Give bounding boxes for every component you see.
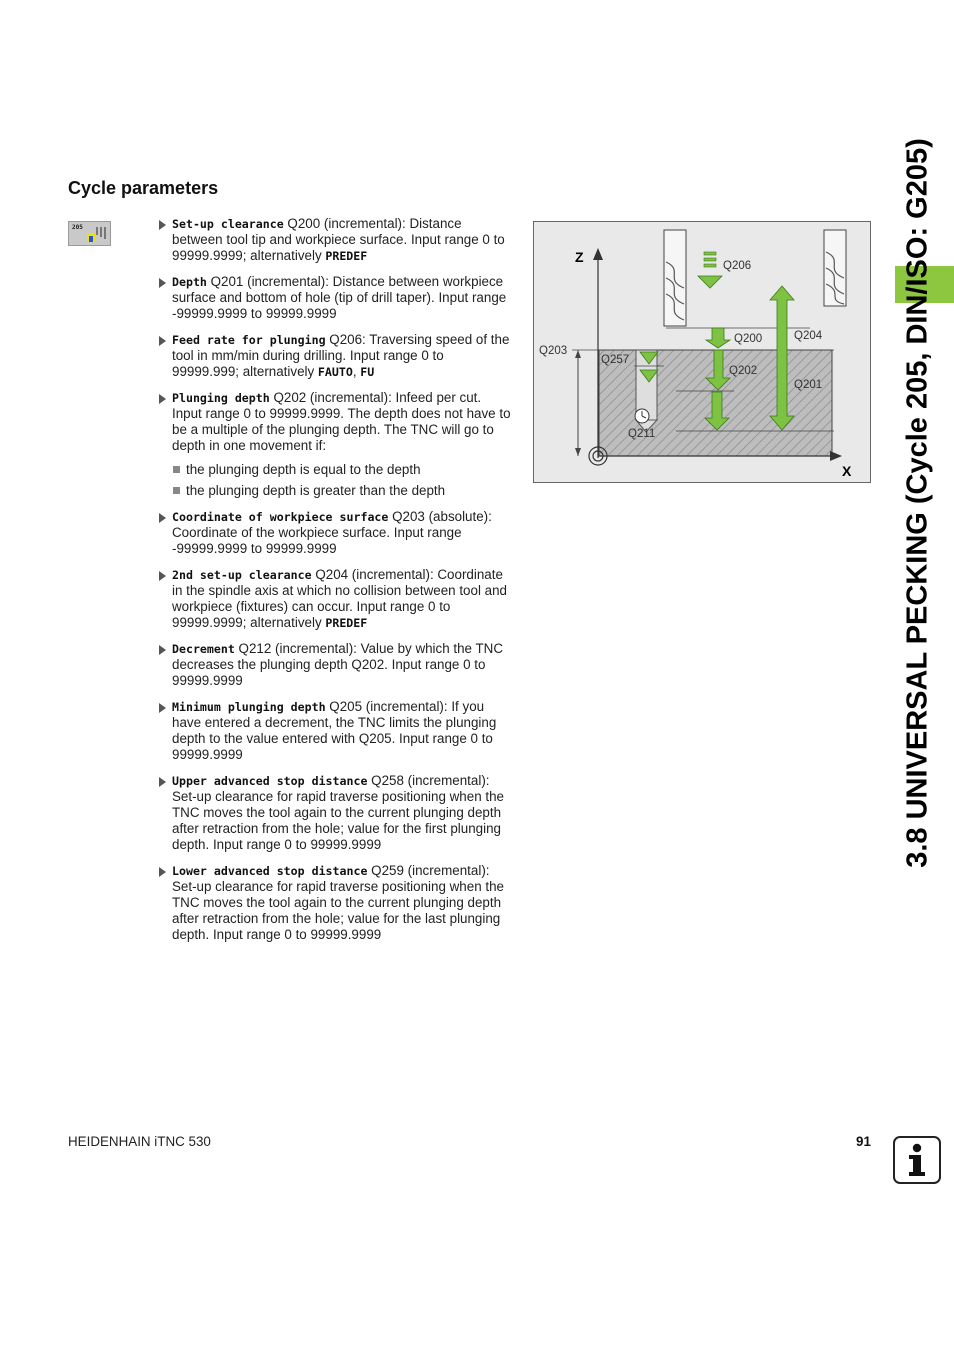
- label-q206: Q206: [723, 260, 752, 272]
- parameter-description: Q205 (incremental): If you have entered a decrement, the TNC limits the plunging depth to the value entered with Q205. Input range 0 to 99999.9999: [172, 699, 497, 762]
- bullet-square-icon: [173, 487, 180, 494]
- condition-item: [172, 462, 514, 478]
- bullet-triangle-icon: [159, 703, 166, 713]
- label-q203: Q203: [539, 345, 568, 357]
- parameter-description: Q212 (incremental): Value by which the TNC decreases the plunging depth Q202. Input range 0 to 99999.9999: [172, 641, 504, 688]
- section-heading: Cycle parameters: [68, 178, 219, 198]
- parameter-name: Feed rate for plunging: [172, 333, 326, 347]
- parameter-item: [158, 699, 514, 763]
- cycle-number: 205: [72, 224, 83, 231]
- label-q204: Q204: [794, 330, 823, 342]
- cycle-figure: [533, 221, 871, 483]
- parameter-name: Coordinate of workpiece surface: [172, 510, 389, 524]
- parameter-name: Lower advanced stop distance: [172, 864, 368, 878]
- feed-rate-icon: [698, 252, 722, 288]
- parameter-description: Q200 (incremental): Distance between tool tip and workpiece surface. Input range 0 to 99999.9999; alternatively: [172, 216, 505, 263]
- page-number: 91: [856, 1134, 871, 1149]
- bullet-triangle-icon: [159, 867, 166, 877]
- parameter-name: Set-up clearance: [172, 217, 284, 231]
- parameter-description: Q258 (incremental): Set-up clearance for rapid traverse positioning when the TNC moves the tool again to the current plunging depth after retraction from the hole; value for the first plunging depth. Input range 0 to 99999.9999: [172, 773, 504, 852]
- parameter-option-code: PREDEF: [325, 249, 368, 263]
- bullet-triangle-icon: [159, 571, 166, 581]
- parameter-description: Q204 (incremental): Coordinate in the spindle axis at which no collision between tool and workpiece (fixtures) can occur. Input range 0 to 99999.9999; alternatively: [172, 567, 507, 630]
- pecking-diagram: [534, 222, 870, 482]
- condition-item: [172, 483, 514, 499]
- condition-text: the plunging depth is greater than the depth: [186, 483, 446, 498]
- parameter-item: [158, 274, 514, 322]
- label-q211: Q211: [628, 428, 656, 440]
- info-icon: [893, 1136, 941, 1184]
- parameter-description: Q203 (absolute): Coordinate of the workpiece surface. Input range -99999.9999 to 99999.9999: [172, 509, 492, 556]
- parameter-item: [158, 509, 514, 557]
- parameter-option-code: PREDEF: [325, 616, 368, 630]
- bullet-triangle-icon: [159, 336, 166, 346]
- parameter-item: [158, 863, 514, 943]
- parameter-name: Plunging depth: [172, 391, 270, 405]
- cycle-graphic-icon: [69, 222, 110, 245]
- bullet-triangle-icon: [159, 645, 166, 655]
- parameter-name: Upper advanced stop distance: [172, 774, 368, 788]
- parameter-description: Q259 (incremental): Set-up clearance for rapid traverse positioning when the TNC moves the tool again to the current plunging depth after retraction from the hole; value for the last plunging depth. Input range 0 to 99999.9999: [172, 863, 504, 942]
- condition-text: the plunging depth is equal to the depth: [186, 462, 421, 477]
- condition-list: [172, 462, 514, 499]
- bullet-triangle-icon: [159, 513, 166, 523]
- parameter-name: Minimum plunging depth: [172, 700, 326, 714]
- parameter-item: [158, 332, 514, 380]
- footer-product: HEIDENHAIN iTNC 530: [68, 1134, 211, 1149]
- parameter-list: [158, 216, 514, 953]
- arrow-q200: [706, 328, 730, 348]
- parameter-name: Decrement: [172, 642, 235, 656]
- parameter-item: [158, 390, 514, 454]
- parameter-item: [158, 773, 514, 853]
- parameter-description: Q206: Traversing speed of the tool in mm/min during drilling. Input range 0 to 99999.999; alternatively: [172, 332, 510, 379]
- label-q257: Q257: [601, 354, 630, 366]
- bullet-triangle-icon: [159, 394, 166, 404]
- label-q202: Q202: [729, 365, 758, 377]
- tool-left: [664, 230, 686, 326]
- parameter-item: [158, 567, 514, 631]
- bullet-triangle-icon: [159, 220, 166, 230]
- side-title-text: 3.8 UNIVERSAL PECKING (Cycle 205, DIN/ISO: G205): [901, 138, 934, 868]
- parameter-item: [158, 641, 514, 689]
- section-side-title: [897, 138, 939, 868]
- parameter-description: Q201 (incremental): Distance between workpiece surface and bottom of hole (tip of drill taper). Input range -99999.9999 to 99999.9999: [172, 274, 507, 321]
- bullet-triangle-icon: [159, 777, 166, 787]
- parameter-item: [158, 216, 514, 264]
- cycle-205-icon: [68, 221, 111, 246]
- bullet-triangle-icon: [159, 278, 166, 288]
- parameter-name: Depth: [172, 275, 207, 289]
- parameter-name: 2nd set-up clearance: [172, 568, 312, 582]
- parameter-description: Q202 (incremental): Infeed per cut. Input range 0 to 99999.9999. The depth does not have to be a multiple of the plunging depth. The TNC will go to depth in one movement if:: [172, 390, 511, 453]
- label-q200: Q200: [734, 333, 763, 345]
- label-q201: Q201: [794, 379, 823, 391]
- bullet-square-icon: [173, 466, 180, 473]
- axis-x-label: X: [842, 463, 852, 479]
- axis-z-label: Z: [575, 249, 584, 265]
- parameter-option-code: FAUTO: [317, 365, 353, 379]
- parameter-option-code: FU: [360, 365, 375, 379]
- parameter-separator: ,: [352, 364, 361, 379]
- tool-right: [824, 230, 846, 306]
